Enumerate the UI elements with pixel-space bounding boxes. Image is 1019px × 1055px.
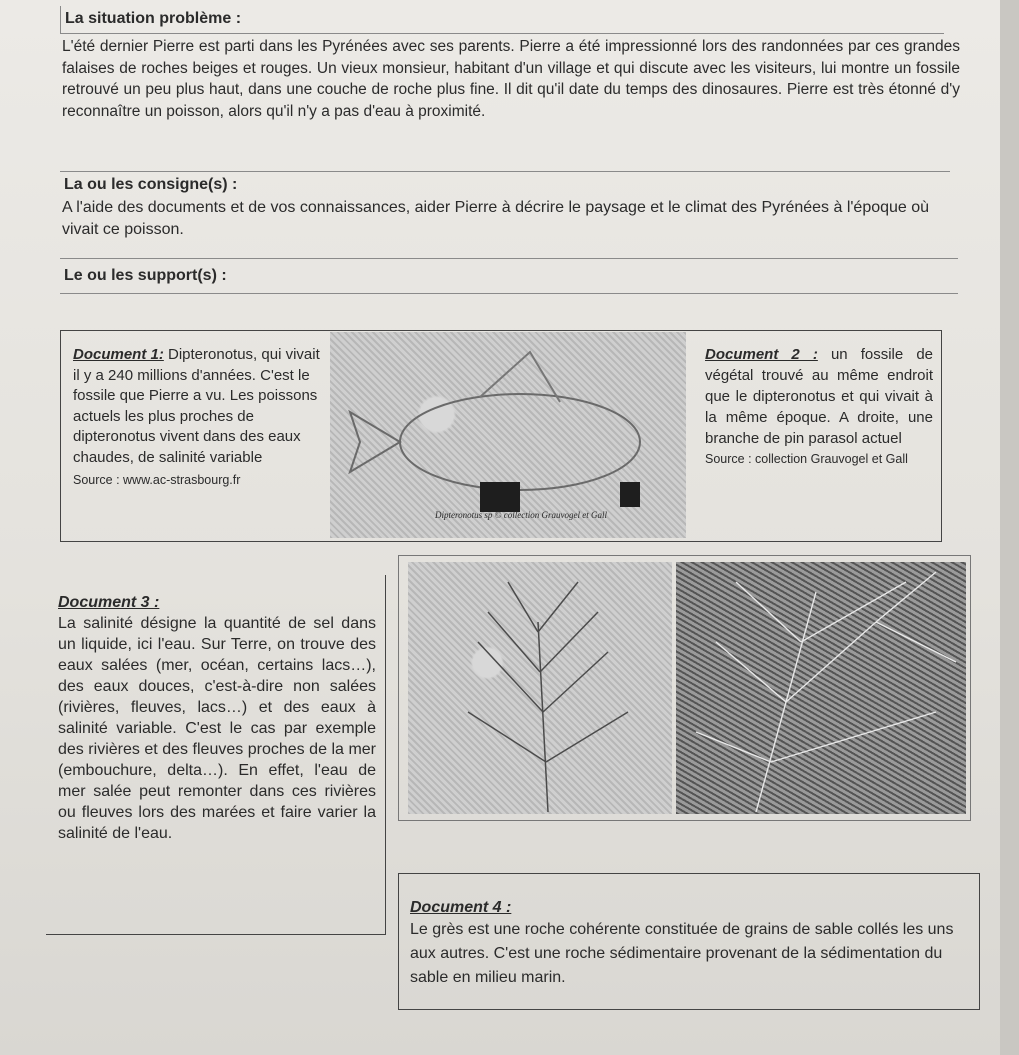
doc2-title: Document 2 : [705, 346, 818, 363]
doc1-panel [73, 345, 323, 491]
consigne-title: La ou les consigne(s) : [64, 176, 238, 193]
consigne-heading-box [60, 171, 950, 199]
doc3-panel [58, 592, 376, 844]
fossil-plant-image [408, 562, 672, 814]
doc1-source: Source : www.ac-strasbourg.fr [73, 473, 241, 487]
fossil-fish-image [330, 332, 686, 538]
doc4-text: Le grès est une roche cohérente constituée de grains de sable collés les uns aux autres. C'est une roche sédimentaire provenant de la sédimentation du sable en milieu marin. [410, 921, 954, 986]
doc3-text: La salinité désigne la quantité de sel dans un liquide, ici l'eau. Sur Terre, on trouve des eaux salées (mer, océan, certains lacs…), des eaux douces, c'est-à-dire non salées (rivières, fleuves, lacs…) et des eaux à salinité variable. C'est le cas par exemple des rivières et des fleuves proches de la mer (embouchure, delta…). En effet, l'eau de mer salée peut remonter dans ces rivières ou fleuves lors des marées et faire varier la salinité de l'eau. [58, 615, 376, 842]
supports-title: Le ou les support(s) : [64, 267, 227, 284]
consigne-paragraph [62, 197, 962, 240]
fish-image-caption: Dipteronotus sp © collection Grauvogel et Gall [435, 510, 607, 520]
doc2-source: Source : collection Grauvogel et Gall [705, 452, 908, 466]
doc1-title: Document 1: [73, 346, 164, 363]
doc3-title: Document 3 : [58, 594, 160, 611]
pine-branch-image [676, 562, 966, 814]
doc4-title: Document 4 : [410, 899, 512, 916]
fish-fossil-drawing [330, 332, 686, 538]
doc1-text: Dipteronotus, qui vivait il y a 240 millions d'années. C'est le fossile que Pierre a vu. Les poissons actuels les plus proches de dipteronotus vivent dans des eaux chaudes, de salinité variable [73, 346, 320, 466]
situation-title: La situation problème : [65, 10, 242, 27]
plant-fossil-drawing [408, 562, 672, 814]
doc2-text: un fossile de végétal trouvé au même endroit que le dipteronotus et qui vivait à la même époque. A droite, une branche de pin parasol actuel [705, 346, 934, 447]
supports-heading-box [60, 258, 958, 294]
doc2-panel [705, 344, 933, 467]
consigne-text: A l'aide des documents et de vos connaissances, aider Pierre à décrire le paysage et le climat des Pyrénées à l'époque où vivait ce poisson. [62, 199, 930, 238]
situation-text: L'été dernier Pierre est parti dans les Pyrénées avec ses parents. Pierre a été impressionné lors des randonnées par ces grandes falaises de roches beiges et rouges. Un vieux monsieur, habitant d'un village et qui discute avec les visiteurs, lui montre un fossile retrouvé un peu plus haut, dans une couche de roche plus fine. Il dit qu'il date du temps des dinosaures. Pierre est très étonné d'y reconnaître un poisson, alors qu'il n'y a pas d'eau à proximité. [62, 38, 960, 120]
pine-branch-drawing [676, 562, 966, 814]
situation-paragraph [62, 36, 960, 122]
doc4-panel [410, 898, 970, 990]
situation-heading-box [60, 6, 944, 34]
